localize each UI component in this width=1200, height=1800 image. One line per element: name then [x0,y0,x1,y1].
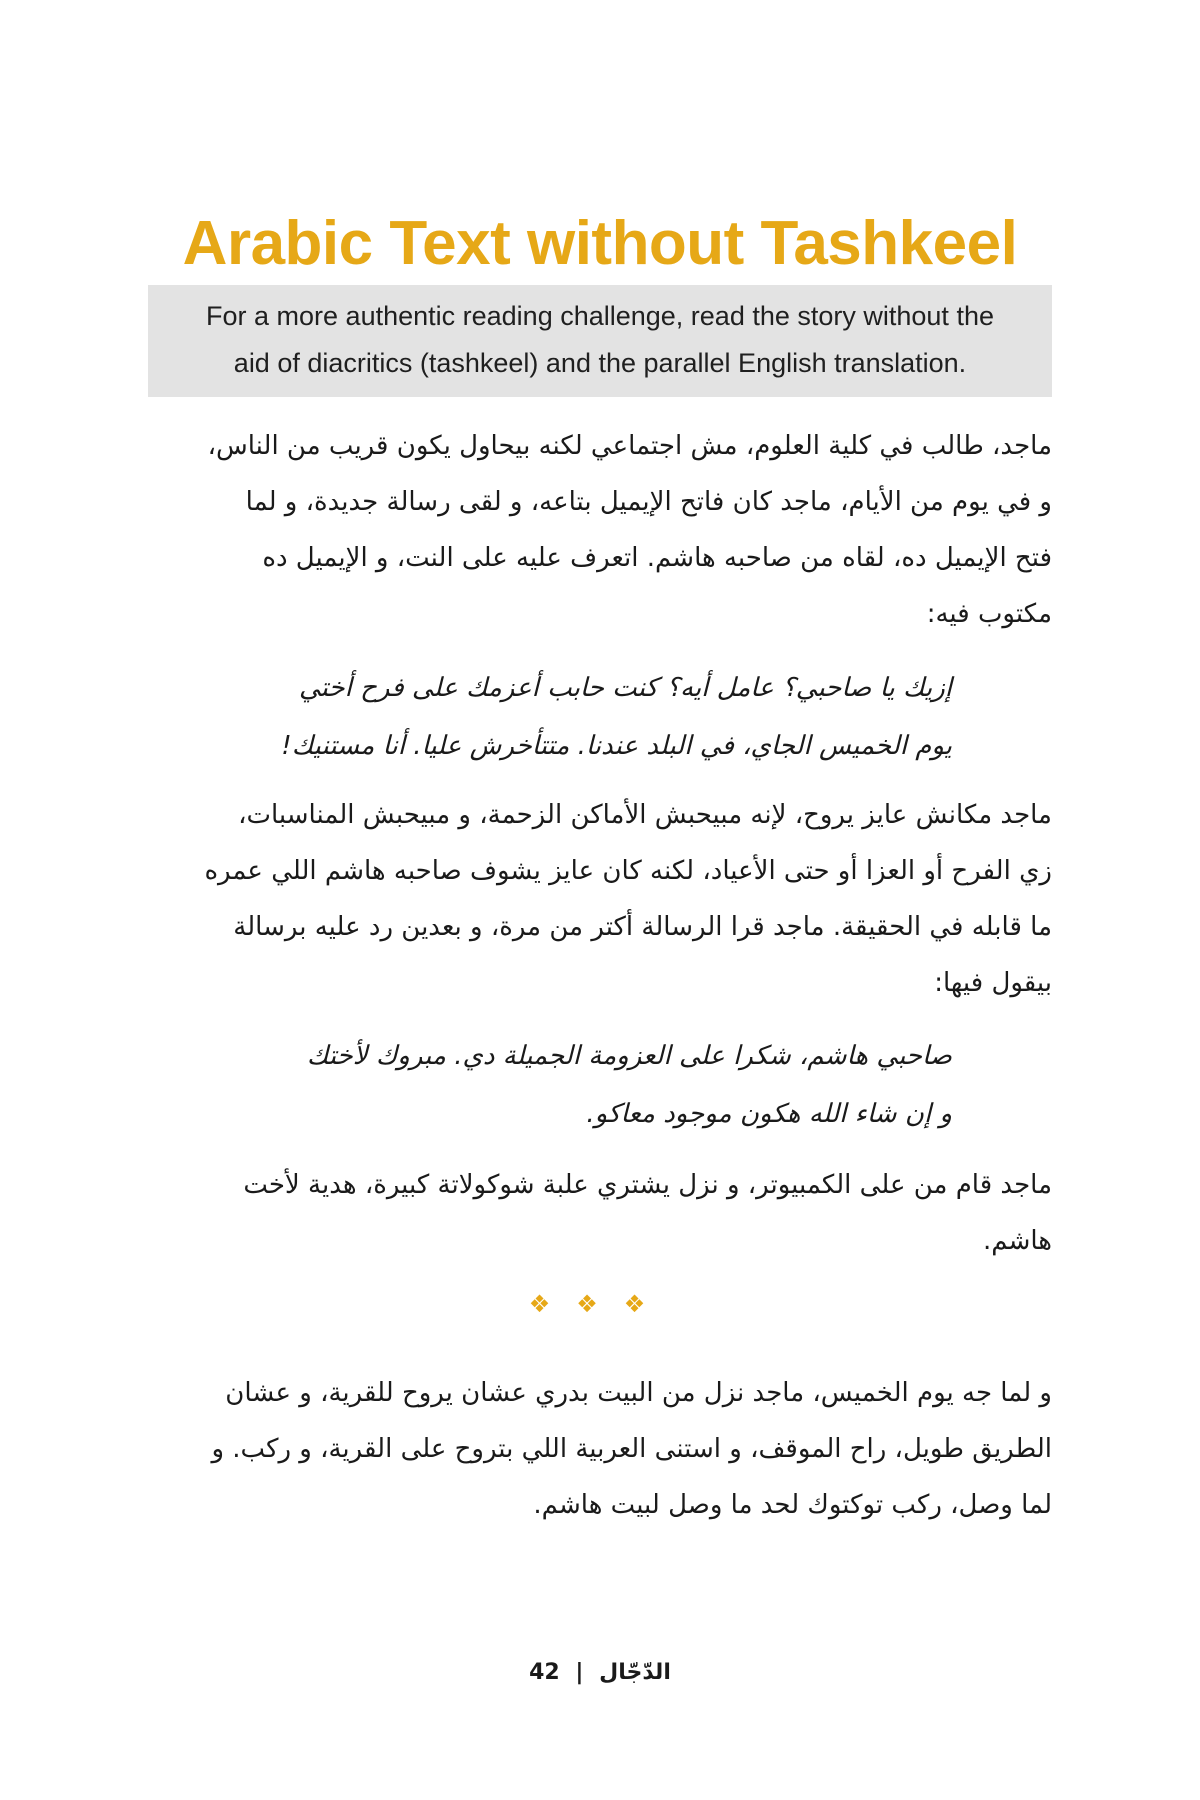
story-line: زي الفرح أو العزا أو حتى الأعياد، لكنه كان عايز يشوف صاحبه هاشم اللي عمره [204,856,1052,886]
book-page [148,0,1052,1800]
story-paragraph-1 [148,418,1052,642]
story-line: فتح الإيميل ده، لقاه من صاحبه هاشم. اتعرف عليه على النت، و الإيميل ده [262,543,1052,573]
book-title: الدّجّال [599,1660,671,1685]
quote-line: إزيك يا صاحبي؟ عامل أيه؟ كنت حابب أعزمك على فرح أختي [299,673,952,703]
intro-box [148,285,1052,397]
story-line: مكتوب فيه: [926,599,1052,629]
story-line: الطريق طويل، راح الموقف، و استنى العربية اللي بتروح على القرية، و ركب. و [211,1434,1052,1464]
quote-line: يوم الخميس الجاي، في البلد عندنا. متتأخرش عليا. أنا مستنيك! [281,731,952,761]
story-line: ماجد مكانش عايز يروح، لإنه مبيحبش الأماكن الزحمة، و مبيحبش المناسبات، [238,800,1052,830]
story-line: ماجد قام من على الكمبيوتر، و نزل يشتري علبة شوكولاتة كبيرة، هدية لأخت [243,1170,1052,1200]
story-line: ماجد، طالب في كلية العلوم، مش اجتماعي لكنه بيحاول يكون قريب من الناس، [207,431,1052,461]
page-number: 42 [529,1660,560,1685]
quote-line: صاحبي هاشم، شكرا على العزومة الجميلة دي. مبروك لأختك [306,1041,952,1071]
quoted-message-2 [248,1027,952,1143]
page-title: Arabic Text without Tashkeel [182,208,1018,278]
story-line: لما وصل، ركب توكتوك لحد ما وصل لبيت هاشم. [533,1490,1052,1520]
story-line: و في يوم من الأيام، ماجد كان فاتح الإيميل بتاعه، و لقى رسالة جديدة، و لما [245,487,1052,517]
section-divider: ❖❖❖ [528,1290,672,1318]
quote-line: و إن شاء الله هكون موجود معاكو. [586,1099,952,1129]
story-paragraph-2 [148,787,1052,1011]
page-footer [148,1660,1052,1685]
story-paragraph-4 [148,1365,1052,1533]
quoted-message-1 [248,659,952,775]
story-line: ما قابله في الحقيقة. ماجد قرا الرسالة أكتر من مرة، و بعدين رد عليه برسالة [233,912,1052,942]
intro-line: For a more authentic reading challenge, read the story without the [206,301,994,331]
story-line: هاشم. [983,1226,1052,1256]
footer-separator: | [575,1660,584,1685]
intro-line: aid of diacritics (tashkeel) and the parallel English translation. [233,348,967,378]
story-paragraph-3 [148,1157,1052,1269]
story-line: و لما جه يوم الخميس، ماجد نزل من البيت بدري عشان يروح للقرية، و عشان [225,1378,1052,1408]
story-line: بيقول فيها: [934,968,1052,998]
